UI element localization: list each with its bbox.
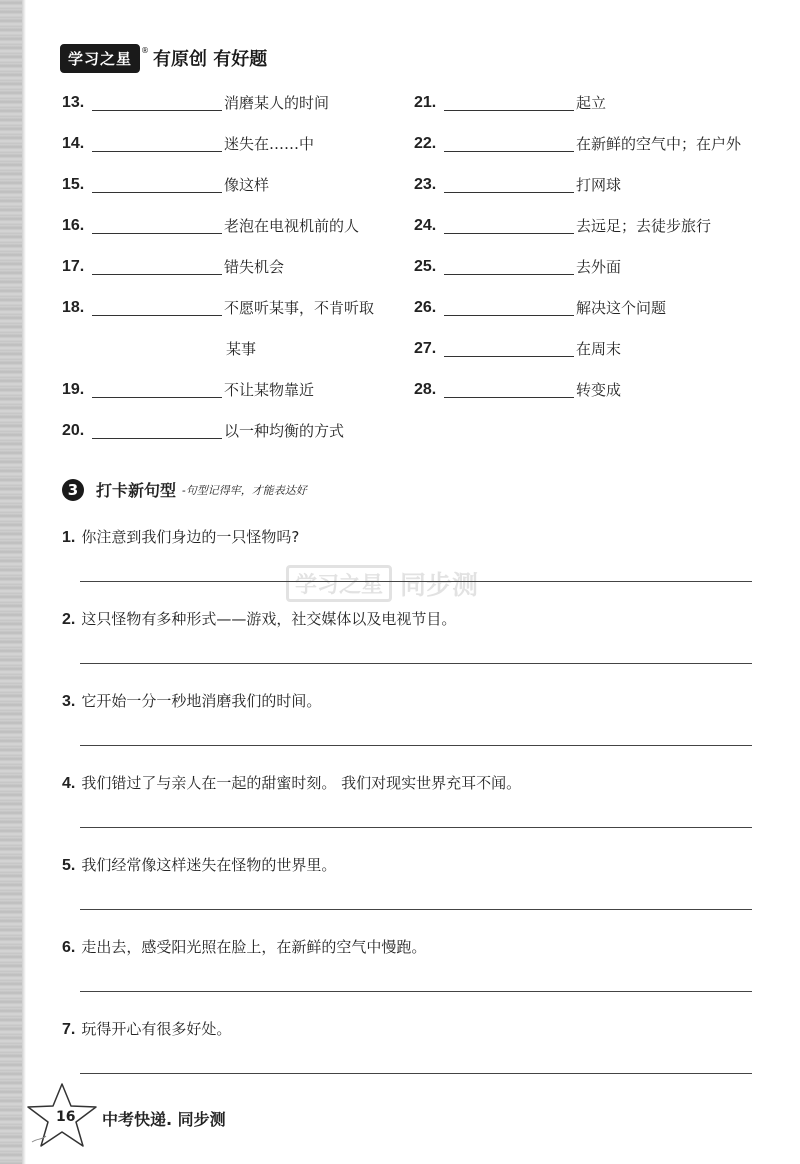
question-item	[62, 604, 752, 686]
page-footer	[22, 1080, 322, 1150]
question-text: 我们经常像这样迷失在怪物的世界里。	[81, 856, 337, 874]
vocab-number: 20.	[62, 421, 85, 439]
vocab-number: 27.	[414, 339, 437, 357]
vocab-meaning: 消磨某人的时间	[224, 94, 330, 112]
answer-line[interactable]	[80, 991, 752, 992]
vocab-meaning: 以一种均衡的方式	[224, 422, 345, 440]
question-text: 它开始一分一秒地消磨我们的时间。	[81, 692, 322, 710]
answer-blank[interactable]	[444, 217, 574, 234]
answer-line[interactable]	[80, 909, 752, 910]
question-text: 玩得开心有很多好处。	[81, 1020, 232, 1038]
vocab-number: 25.	[414, 257, 437, 275]
vocab-item	[414, 328, 754, 369]
question-prompt	[62, 1018, 231, 1039]
question-number: 5.	[62, 857, 76, 874]
question-prompt	[62, 936, 426, 957]
translation-exercise	[62, 522, 752, 1096]
section-title: 打卡新句型	[96, 481, 177, 500]
vocab-meaning: 不愿听某事，不肯听取	[224, 299, 375, 317]
vocab-item	[62, 246, 402, 287]
answer-blank[interactable]	[444, 258, 574, 275]
vocab-number: 24.	[414, 216, 437, 234]
vocab-meaning: 打网球	[576, 176, 622, 194]
vocab-number: 14.	[62, 134, 85, 152]
question-prompt	[62, 608, 456, 629]
answer-blank[interactable]	[92, 381, 222, 398]
answer-blank[interactable]	[92, 299, 222, 316]
brand-slogan: 有原创 有好题	[153, 49, 268, 70]
answer-blank[interactable]	[92, 135, 222, 152]
question-prompt	[62, 854, 336, 875]
vocab-item	[62, 287, 402, 328]
book-spine	[0, 0, 22, 1164]
section-number-icon: 3	[62, 479, 84, 501]
question-item	[62, 768, 752, 850]
answer-line[interactable]	[80, 1073, 752, 1074]
vocab-item	[414, 246, 754, 287]
question-prompt	[62, 526, 299, 547]
question-number: 7.	[62, 1021, 76, 1038]
question-prompt	[62, 772, 521, 793]
answer-line[interactable]	[80, 663, 752, 664]
question-item	[62, 850, 752, 932]
answer-blank[interactable]	[92, 258, 222, 275]
vocab-number: 28.	[414, 380, 437, 398]
vocab-number: 22.	[414, 134, 437, 152]
question-number: 4.	[62, 775, 76, 792]
vocab-item	[414, 369, 754, 410]
page-number: 16	[56, 1109, 76, 1125]
vocab-meaning-continuation: 某事	[226, 340, 257, 358]
vocab-meaning: 像这样	[224, 176, 270, 194]
vocab-meaning: 错失机会	[224, 258, 285, 276]
question-item	[62, 522, 752, 604]
vocab-meaning: 在周末	[576, 340, 622, 358]
answer-line[interactable]	[80, 827, 752, 828]
question-text: 这只怪物有多种形式——游戏，社交媒体以及电视节目。	[81, 610, 457, 628]
vocab-item	[414, 205, 754, 246]
vocab-meaning: 去外面	[576, 258, 622, 276]
answer-line[interactable]	[80, 745, 752, 746]
answer-line[interactable]	[80, 581, 752, 582]
vocab-item	[62, 164, 402, 205]
answer-blank[interactable]	[444, 299, 574, 316]
answer-blank[interactable]	[92, 94, 222, 111]
vocab-number: 26.	[414, 298, 437, 316]
vocab-item	[62, 123, 402, 164]
question-text: 你注意到我们身边的一只怪物吗?	[81, 528, 300, 546]
vocab-column-left	[62, 82, 402, 451]
vocab-meaning: 不让某物靠近	[224, 381, 315, 399]
section-subtitle: -句型记得牢，才能表达好	[182, 483, 307, 497]
question-number: 1.	[62, 529, 76, 546]
answer-blank[interactable]	[92, 176, 222, 193]
vocab-number: 18.	[62, 298, 85, 316]
vocab-meaning: 在新鲜的空气中；在户外	[576, 135, 742, 153]
watermark-text: 同步测	[400, 571, 479, 601]
vocab-number: 15.	[62, 175, 85, 193]
question-number: 3.	[62, 693, 76, 710]
answer-blank[interactable]	[92, 217, 222, 234]
answer-blank[interactable]	[92, 422, 222, 439]
vocab-number: 23.	[414, 175, 437, 193]
vocab-number: 17.	[62, 257, 85, 275]
vocab-item	[414, 287, 754, 328]
registered-mark: ®	[141, 45, 150, 55]
vocab-meaning: 迷失在……中	[224, 135, 315, 153]
vocab-number: 13.	[62, 93, 85, 111]
page-header	[60, 44, 267, 72]
vocab-item	[62, 205, 402, 246]
vocab-meaning: 老泡在电视机前的人	[224, 217, 360, 235]
question-text: 走出去，感受阳光照在脸上，在新鲜的空气中慢跑。	[81, 938, 427, 956]
answer-blank[interactable]	[444, 381, 574, 398]
brand-logo: 学习之星	[60, 44, 140, 73]
watermark-logo: 学习之星	[286, 565, 392, 602]
answer-blank[interactable]	[444, 94, 574, 111]
vocab-item	[62, 410, 402, 451]
vocab-number: 21.	[414, 93, 437, 111]
footer-title: 中考快递. 同步测	[102, 1110, 226, 1129]
section-header	[62, 478, 307, 501]
vocab-item	[414, 164, 754, 205]
answer-blank[interactable]	[444, 135, 574, 152]
vocab-item	[414, 82, 754, 123]
question-number: 6.	[62, 939, 76, 956]
question-prompt	[62, 690, 321, 711]
vocab-number: 16.	[62, 216, 85, 234]
vocab-meaning: 解决这个问题	[576, 299, 667, 317]
vocab-number: 19.	[62, 380, 85, 398]
vocab-item	[62, 369, 402, 410]
question-item	[62, 932, 752, 1014]
answer-blank[interactable]	[444, 176, 574, 193]
vocab-item	[62, 82, 402, 123]
vocab-meaning: 起立	[576, 94, 607, 112]
vocab-column-right	[414, 82, 754, 410]
question-text: 我们错过了与亲人在一起的甜蜜时刻。 我们对现实世界充耳不闻。	[81, 774, 522, 792]
question-number: 2.	[62, 611, 76, 628]
vocab-meaning: 转变成	[576, 381, 622, 399]
vocab-item	[414, 123, 754, 164]
question-item	[62, 686, 752, 768]
vocab-meaning: 去远足；去徒步旅行	[576, 217, 712, 235]
answer-blank[interactable]	[444, 340, 574, 357]
